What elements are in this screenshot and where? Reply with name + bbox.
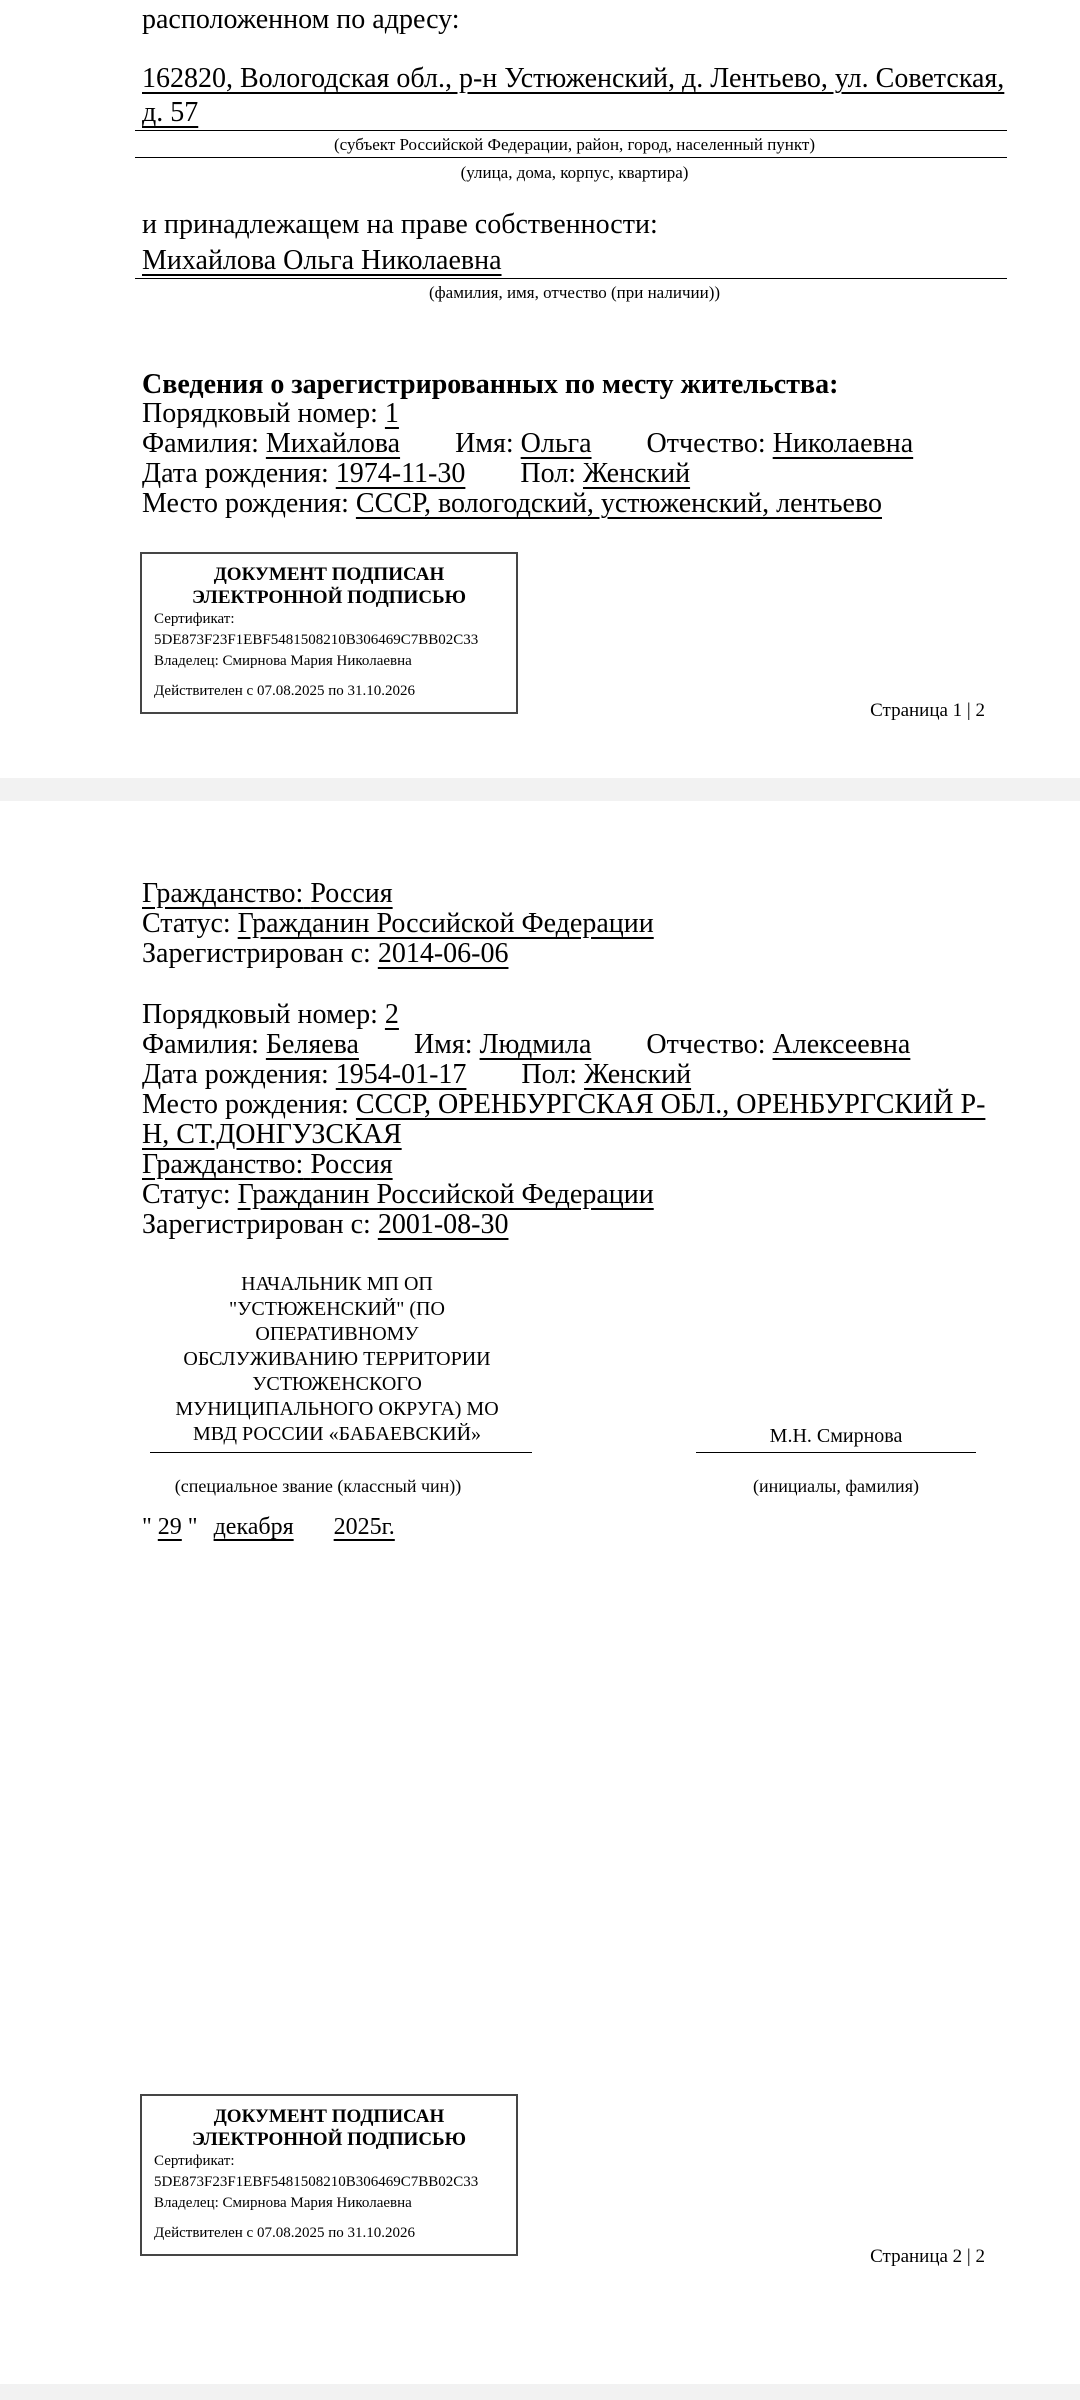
street-blank-line: [135, 157, 1007, 158]
position-line: ОПЕРАТИВНОМУ: [255, 1323, 419, 1345]
citizenship-label: Гражданство:: [142, 1149, 304, 1180]
bottom-separator: [0, 2384, 1080, 2400]
address-field: [142, 62, 1007, 130]
name-value: Людмила: [479, 1029, 592, 1060]
officer-name: М.Н. Смирнова: [769, 1425, 903, 1447]
name-label: Имя:: [455, 428, 514, 459]
birthdate-label: Дата рождения:: [142, 458, 329, 489]
date-day: 29: [157, 1514, 182, 1540]
birthdate-value: 1954-01-17: [335, 1059, 467, 1090]
address-value: 162820, Вологодская обл., р-н Устюженский, д. Лентьево, ул. Советская, д. 57: [142, 63, 1005, 128]
stamp-title-line1: ДОКУМЕНТ ПОДПИСАН: [213, 564, 445, 585]
address-caption: (субъект Российской Федерации, район, город, населенный пункт): [333, 135, 816, 154]
street-caption: (улица, дома, корпус, квартира): [460, 163, 689, 182]
signature-stamp: [140, 2094, 518, 2256]
sex-value: Женский: [584, 1059, 692, 1090]
record-1-status-line: [142, 909, 1007, 939]
registered-value: 2001-08-30: [377, 1209, 509, 1240]
record-1-registered-line: [142, 939, 1007, 969]
owner-caption: (фамилия, имя, отчество (при наличии)): [428, 283, 721, 302]
section-title: Сведения о зарегистрированных по месту жительства:: [142, 369, 839, 400]
record-1-name-line: [142, 429, 1007, 459]
registered-value: 2014-06-06: [377, 938, 509, 969]
position-line: МУНИЦИПАЛЬНОГО ОКРУГА) МО: [175, 1398, 499, 1420]
status-value: Гражданин Российской Федерации: [237, 1179, 654, 1210]
sex-label: Пол:: [520, 458, 576, 489]
stamp-cert-value: 5DE873F23F1EBF5481508210B306469C7BB02C33: [154, 2174, 479, 2190]
birthplace-value: СССР, вологодский, устюженский, лентьево: [355, 488, 882, 519]
position-line: ОБСЛУЖИВАНИЮ ТЕРРИТОРИИ: [183, 1348, 491, 1370]
record-number: 1: [384, 398, 399, 429]
record-1-number-line: [142, 399, 1007, 429]
name-label: Имя:: [413, 1029, 473, 1060]
owner-value: Михайлова Ольга Николаевна: [142, 245, 502, 276]
sex-label: Пол:: [521, 1059, 578, 1090]
number-label: Порядковый номер:: [142, 999, 378, 1030]
record-1-birthplace-line: [142, 489, 1007, 519]
stamp-title-line2: ЭЛЕКТРОННОЙ ПОДПИСЬЮ: [191, 587, 467, 608]
birthplace-label: Место рождения:: [142, 1089, 349, 1120]
name-caption: (инициалы, фамилия): [753, 1476, 919, 1496]
patronymic-label: Отчество:: [646, 428, 766, 459]
date-month: декабря: [213, 1514, 294, 1540]
owner-field: [142, 246, 1007, 276]
intro-text: расположенном по адресу:: [142, 4, 460, 35]
record-2-name-line: [142, 1030, 1007, 1060]
patronymic-value: Николаевна: [772, 428, 914, 459]
record-1-citizenship-line: [142, 879, 1007, 909]
registered-label: Зарегистрирован с:: [142, 1209, 371, 1240]
position-underline: [150, 1452, 532, 1453]
birthdate-value: 1974-11-30: [335, 458, 466, 489]
birthplace-label: Место рождения:: [142, 488, 349, 519]
record-1: [142, 399, 1007, 519]
name-value: Ольга: [520, 428, 592, 459]
quote-close: ": [187, 1514, 198, 1540]
date-line: [142, 1512, 401, 1542]
quote-open: ": [142, 1514, 152, 1540]
birthplace-value: СССР, ОРЕНБУРГСКАЯ ОБЛ., ОРЕНБУРГСКИЙ Р-Н, СТ.ДОНГУЗСКАЯ: [142, 1089, 986, 1150]
stamp-cert-label: Сертификат:: [154, 2153, 235, 2169]
citizenship-field: [142, 1149, 393, 1180]
signature-stamp: [140, 552, 518, 714]
record-2-registered-line: [142, 1210, 1007, 1240]
status-value: Гражданин Российской Федерации: [237, 908, 654, 939]
surname-label: Фамилия:: [142, 428, 259, 459]
record-number: 2: [384, 999, 399, 1030]
record-2: [142, 1000, 1007, 1240]
status-label: Статус:: [142, 908, 231, 939]
position-line: НАЧАЛЬНИК МП ОП: [241, 1273, 433, 1295]
surname-label: Фамилия:: [142, 1029, 259, 1060]
stamp-title-line1: ДОКУМЕНТ ПОДПИСАН: [213, 2106, 445, 2127]
address-underline: [135, 130, 1007, 131]
citizenship-field: [142, 878, 393, 909]
position-line: "УСТЮЖЕНСКИЙ" (ПО: [229, 1298, 445, 1320]
stamp-owner: Владелец: Смирнова Мария Николаевна: [154, 653, 412, 669]
position-line: МВД РОССИИ «БАБАЕВСКИЙ»: [192, 1423, 482, 1445]
record-2-birth-line: [142, 1060, 1007, 1090]
officer-position: [142, 1272, 532, 1447]
record-2-birthplace-line: [142, 1090, 1007, 1150]
record-1-birth-line: [142, 459, 1007, 489]
ownership-label: и принадлежащем на праве собственности:: [142, 209, 658, 240]
surname-value: Беляева: [265, 1029, 359, 1060]
owner-underline: [135, 278, 1007, 279]
page-1-number: Страница 1 | 2: [870, 700, 985, 721]
stamp-owner: Владелец: Смирнова Мария Николаевна: [154, 2195, 412, 2211]
number-label: Порядковый номер:: [142, 398, 378, 429]
record-2-citizenship-line: [142, 1150, 1007, 1180]
stamp-cert-label: Сертификат:: [154, 611, 235, 627]
officer-name-underline: [696, 1452, 976, 1453]
record-1-continued: [142, 879, 1007, 969]
date-year: 2025г.: [333, 1514, 395, 1540]
stamp-validity: Действителен с 07.08.2025 по 31.10.2026: [154, 683, 415, 699]
record-2-status-line: [142, 1180, 1007, 1210]
citizenship-label: Гражданство:: [142, 878, 304, 909]
patronymic-label: Отчество:: [646, 1029, 766, 1060]
stamp-title-line2: ЭЛЕКТРОННОЙ ПОДПИСЬЮ: [191, 2129, 467, 2150]
page-separator: [0, 778, 1080, 801]
position-line: УСТЮЖЕНСКОГО: [252, 1373, 422, 1395]
status-label: Статус:: [142, 1179, 231, 1210]
sex-value: Женский: [582, 458, 691, 489]
position-caption: (специальное звание (классный чин)): [174, 1476, 462, 1496]
surname-value: Михайлова: [265, 428, 401, 459]
stamp-cert-value: 5DE873F23F1EBF5481508210B306469C7BB02C33: [154, 632, 479, 648]
birthdate-label: Дата рождения:: [142, 1059, 329, 1090]
stamp-validity: Действителен с 07.08.2025 по 31.10.2026: [154, 2225, 415, 2241]
record-2-number-line: [142, 1000, 1007, 1030]
registered-label: Зарегистрирован с:: [142, 938, 371, 969]
citizenship-value: Россия: [310, 1149, 393, 1180]
page-2-number: Страница 2 | 2: [870, 2246, 985, 2267]
patronymic-value: Алексеевна: [772, 1029, 911, 1060]
citizenship-value: Россия: [310, 878, 393, 909]
